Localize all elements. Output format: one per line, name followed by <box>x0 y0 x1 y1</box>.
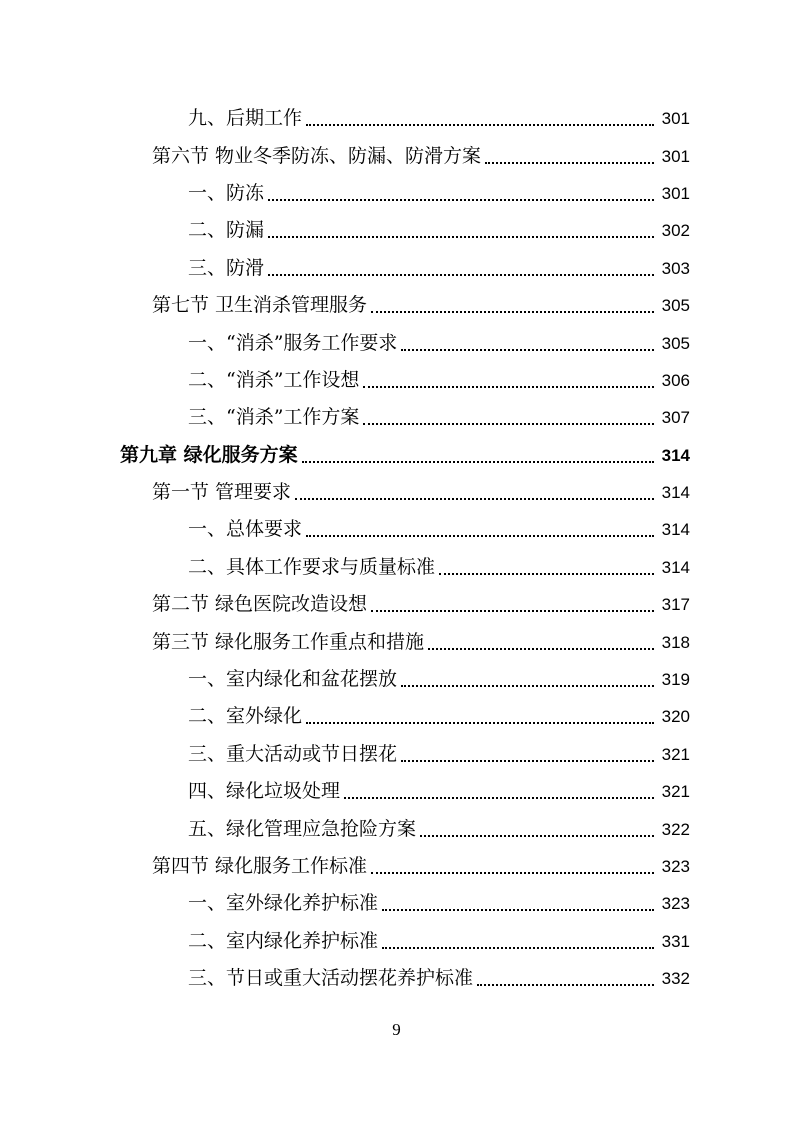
toc-entry[interactable] <box>0 399 793 436</box>
toc-leader-dots <box>439 554 654 575</box>
page-number: 9 <box>392 1020 401 1039</box>
toc-entry[interactable] <box>0 474 793 511</box>
toc-leader-dots <box>268 255 654 276</box>
toc-entry[interactable] <box>0 324 793 361</box>
toc-entry[interactable] <box>0 661 793 698</box>
toc-entry-page: 314 <box>661 483 690 503</box>
toc-entry-page: 319 <box>661 670 690 690</box>
toc-entry-page: 321 <box>661 782 690 802</box>
toc-entry-title: 第七节 卫生消杀管理服务 <box>152 294 368 317</box>
toc-entry[interactable] <box>0 698 793 735</box>
toc-leader-dots <box>344 778 654 799</box>
toc-leader-dots <box>363 367 654 388</box>
toc-entry-title: 三、节日或重大活动摆花养护标准 <box>188 967 474 990</box>
toc-entry-title: 三、重大活动或节日摆花 <box>188 742 398 765</box>
toc-entry-title: 二、防漏 <box>188 219 265 242</box>
toc-entry-title: 第一节 管理要求 <box>152 481 292 504</box>
toc-leader-dots <box>306 105 654 126</box>
toc-entry-title: 二、室外绿化 <box>188 705 303 728</box>
toc-entry-title: 二、“消杀”工作设想 <box>188 368 360 391</box>
toc-entry[interactable] <box>0 848 793 885</box>
table-of-contents <box>0 100 793 997</box>
toc-entry-page: 331 <box>661 931 690 951</box>
toc-entry[interactable] <box>0 137 793 174</box>
toc-leader-dots <box>371 853 654 874</box>
toc-entry[interactable] <box>0 960 793 997</box>
toc-leader-dots <box>382 890 654 911</box>
toc-entry[interactable] <box>0 885 793 922</box>
toc-entry-page: 303 <box>661 258 690 278</box>
toc-leader-dots <box>302 442 654 463</box>
toc-entry[interactable] <box>0 511 793 548</box>
toc-leader-dots <box>428 629 654 650</box>
toc-entry-page: 302 <box>661 221 690 241</box>
toc-entry-page: 305 <box>661 333 690 353</box>
toc-entry-title: 第四节 绿化服务工作标准 <box>152 855 368 877</box>
toc-entry-page: 307 <box>661 408 690 428</box>
toc-entry-title: 一、室外绿化养护标准 <box>188 892 379 915</box>
toc-entry[interactable] <box>0 923 793 960</box>
toc-leader-dots <box>477 965 654 986</box>
toc-entry-page: 332 <box>661 969 690 989</box>
toc-leader-dots <box>371 591 654 612</box>
toc-entry[interactable] <box>0 586 793 623</box>
toc-entry-page: 321 <box>661 744 690 764</box>
toc-entry-page: 323 <box>661 894 690 914</box>
toc-entry-title: 一、室内绿化和盆花摆放 <box>188 668 398 691</box>
toc-entry-title: 九、后期工作 <box>188 107 303 130</box>
toc-entry-title: 四、绿化垃圾处理 <box>188 780 341 803</box>
toc-entry-title: 二、室内绿化养护标准 <box>188 929 379 952</box>
toc-entry-title: 三、“消杀”工作方案 <box>188 406 360 429</box>
toc-leader-dots <box>306 516 654 537</box>
toc-leader-dots <box>268 180 654 201</box>
toc-entry-page: 301 <box>661 109 690 129</box>
toc-entry[interactable] <box>0 623 793 660</box>
toc-entry[interactable] <box>0 212 793 249</box>
toc-entry-title: 一、总体要求 <box>188 518 303 541</box>
toc-entry-page: 314 <box>661 445 690 465</box>
toc-entry-title: 一、防冻 <box>188 181 265 204</box>
toc-entry[interactable] <box>0 175 793 212</box>
toc-entry-title: 一、“消杀”服务工作要求 <box>188 331 398 354</box>
toc-entry[interactable] <box>0 100 793 137</box>
toc-entry-page: 320 <box>661 707 690 727</box>
toc-entry[interactable] <box>0 736 793 773</box>
toc-chapter-entry[interactable] <box>0 437 793 474</box>
toc-entry[interactable] <box>0 549 793 586</box>
toc-entry-page: 318 <box>661 632 690 652</box>
toc-leader-dots <box>268 217 654 238</box>
toc-entry-page: 323 <box>661 857 690 876</box>
toc-entry-title: 第六节 物业冬季防冻、防漏、防滑方案 <box>152 144 482 167</box>
toc-entry[interactable] <box>0 773 793 810</box>
toc-entry-title: 第二节 绿色医院改造设想 <box>152 593 368 616</box>
toc-entry-page: 306 <box>661 370 690 390</box>
toc-entry-page: 314 <box>661 520 690 540</box>
toc-entry-page: 314 <box>661 557 690 577</box>
toc-entry[interactable] <box>0 810 793 847</box>
toc-leader-dots <box>306 703 654 724</box>
toc-entry-title: 三、防滑 <box>188 256 265 279</box>
toc-leader-dots <box>401 741 654 762</box>
toc-leader-dots <box>485 143 654 164</box>
toc-entry-title: 第九章 绿化服务方案 <box>120 443 298 466</box>
toc-entry-title: 五、绿化管理应急抢险方案 <box>188 817 417 840</box>
toc-entry-page: 317 <box>661 595 690 615</box>
toc-entry-page: 322 <box>661 819 690 839</box>
toc-entry-page: 301 <box>661 146 690 166</box>
toc-entry[interactable] <box>0 250 793 287</box>
toc-entry[interactable] <box>0 287 793 324</box>
toc-leader-dots <box>420 816 654 837</box>
toc-entry-title: 二、具体工作要求与质量标准 <box>188 555 436 578</box>
toc-entry-title: 第三节 绿化服务工作重点和措施 <box>152 630 425 653</box>
toc-leader-dots <box>401 330 654 351</box>
toc-entry[interactable] <box>0 362 793 399</box>
toc-leader-dots <box>363 404 654 425</box>
toc-entry-page: 305 <box>661 296 690 316</box>
toc-leader-dots <box>382 928 654 949</box>
toc-leader-dots <box>295 479 654 500</box>
toc-leader-dots <box>371 292 654 313</box>
toc-entry-page: 301 <box>661 183 690 203</box>
toc-leader-dots <box>401 666 654 687</box>
